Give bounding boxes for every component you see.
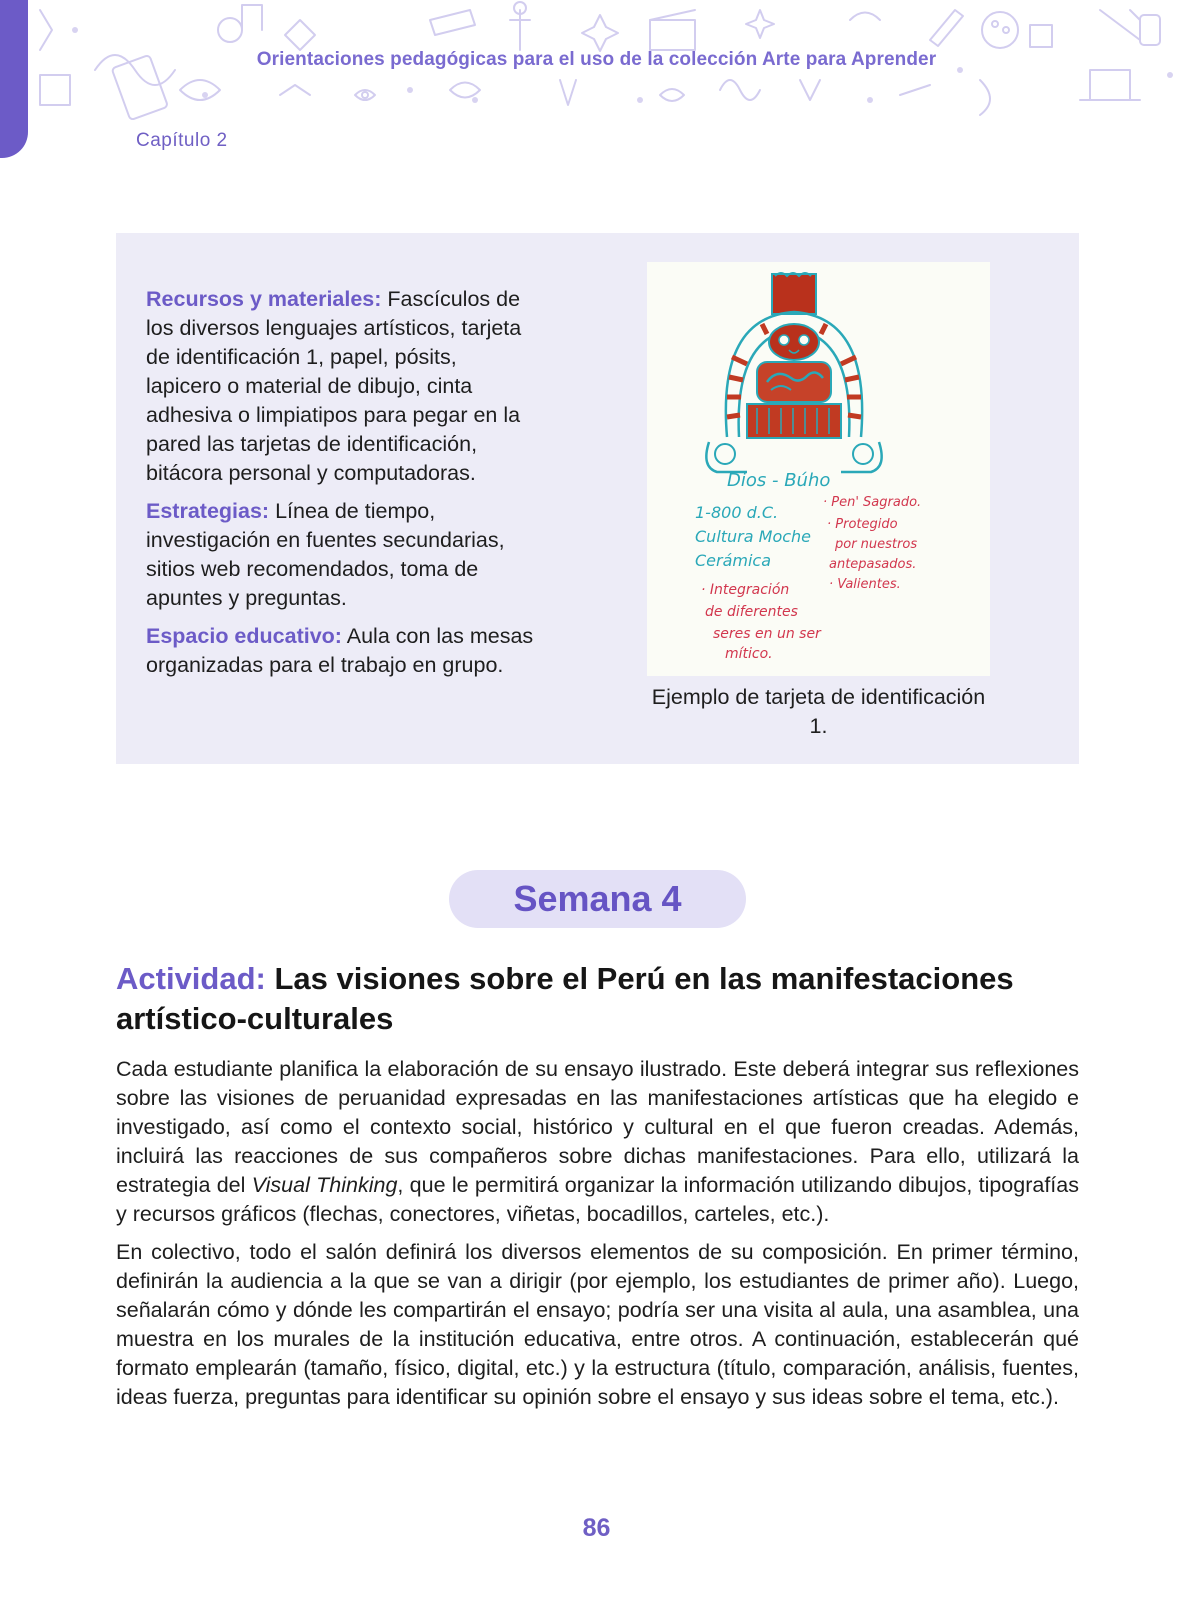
page-number: 86 (582, 1514, 611, 1542)
strategies-text: Línea de tiempo, investigación en fuentes secundarias, sitios web recomendados, toma de apuntes y preguntas. (146, 499, 505, 610)
card-right-line-1: · Pen' Sagrado. (823, 495, 922, 510)
card-right-line-5: · Valientes. (829, 577, 901, 592)
owl-face (769, 324, 819, 360)
doodle-sparkle-icon (582, 15, 618, 51)
card-bottom-line-4: mítico. (725, 646, 773, 662)
doodle-tube-icon (930, 10, 963, 46)
card-left-line-3: Cerámica (695, 551, 772, 570)
card-right-line-3: por nuestros (835, 537, 918, 552)
resources-paragraph (146, 285, 536, 488)
figure-caption: Ejemplo de tarjeta de identificación 1. (651, 685, 986, 738)
doodle-star-icon (285, 20, 315, 50)
owl-chest (757, 362, 831, 402)
doodle-hat-icon (1090, 70, 1130, 100)
card-left-line-1: 1-800 d.C. (695, 503, 779, 522)
card-bottom-line-3: seres en un ser (713, 626, 821, 642)
activity-paragraph-1 (116, 1055, 1079, 1229)
strategies-paragraph (146, 497, 536, 613)
resources-text: Fascículos de los diversos lenguajes artísticos, tarjeta de identificación 1, papel, pósits, lapicero o material de dibujo, cinta adhesiva o limpiatipos para pegar en la pared las tarjetas de identificación, bitácora personal y computadoras. (146, 287, 522, 485)
doodle-note-icon (218, 18, 242, 42)
doodle-feather-icon (850, 13, 880, 21)
doodle-brush-icon (40, 10, 52, 50)
chapter-label: Capítulo 2 (136, 130, 228, 151)
owl-god-drawing (647, 262, 990, 676)
activity-label: Actividad: (116, 961, 266, 996)
info-text-column (146, 285, 536, 689)
strategies-label: Estrategias: (146, 499, 270, 523)
week-badge: Semana 4 (449, 870, 746, 928)
p1-text-after: , que le permitirá organizar la información utilizando dibujos, tipografías y recursos gráficos (flechas, conectores, viñetas, bocadillos, carteles, etc.). (116, 1173, 1079, 1226)
space-paragraph (146, 622, 536, 680)
p1-text-before: Cada estudiante planifica la elaboración de su ensayo ilustrado. Este deberá integrar sus reflexiones sobre las visiones de peruanidad expresadas en las manifestaciones artísticas que ha elegido e investigado, así como el contexto social, histórico y cultural en el que fueron creadas. Además, incluirá las reacciones de sus compañeros sobre dichas manifestaciones. Para ello, utilizará la estrategia del (116, 1057, 1079, 1197)
identification-card-image (647, 262, 990, 676)
resources-label: Recursos y materiales: (146, 287, 382, 311)
activity-body (116, 1055, 1079, 1421)
card-right-line-4: antepasados. (829, 557, 917, 572)
doodle-palette-icon (982, 12, 1018, 48)
card-title-text: Dios - Búho (727, 470, 831, 491)
space-label: Espacio educativo: (146, 624, 342, 648)
card-right-line-2: · Protegido (827, 517, 898, 532)
doodle-spray-icon (1100, 10, 1140, 40)
owl-headdress (772, 273, 816, 314)
activity-heading (116, 959, 1079, 1039)
card-bottom-line-2: de diferentes (705, 604, 798, 620)
card-bottom-line-1: · Integración (701, 582, 790, 598)
card-left-line-2: Cultura Moche (695, 527, 812, 546)
activity-title: Las visiones sobre el Perú en las manifestaciones artístico-culturales (116, 961, 1014, 1036)
doodle-clapper-icon (650, 20, 695, 50)
space-text: Aula con las mesas organizadas para el trabajo en grupo. (146, 624, 534, 677)
doodle-figure-icon (510, 10, 530, 50)
doodle-paintbrush-icon (430, 10, 475, 35)
p1-italic-term: Visual Thinking (251, 1173, 398, 1197)
doodle-frame-icon (1030, 25, 1052, 47)
activity-paragraph-2: En colectivo, todo el salón definirá los diversos elementos de su composición. En primer término, definirán la audiencia a la que se van a dirigir (por ejemplo, los estudiantes de primer año). Luego, señalarán cómo y dónde les compartirán el ensayo; podría ser una visita al aula, una asamblea, una muestra en los murales de la institución educativa, entre otros. A continuación, establecerán qué formato emplearán (tamaño, físico, digital, etc.) y la estructura (título, comparación, análisis, fuentes, ideas fuerza, preguntas para identificar su opinión sobre el ensayo y sus ideas sobre el tema, etc.). (116, 1240, 1079, 1409)
running-title: Orientaciones pedagógicas para el uso de la colección Arte para Aprender (256, 49, 937, 70)
